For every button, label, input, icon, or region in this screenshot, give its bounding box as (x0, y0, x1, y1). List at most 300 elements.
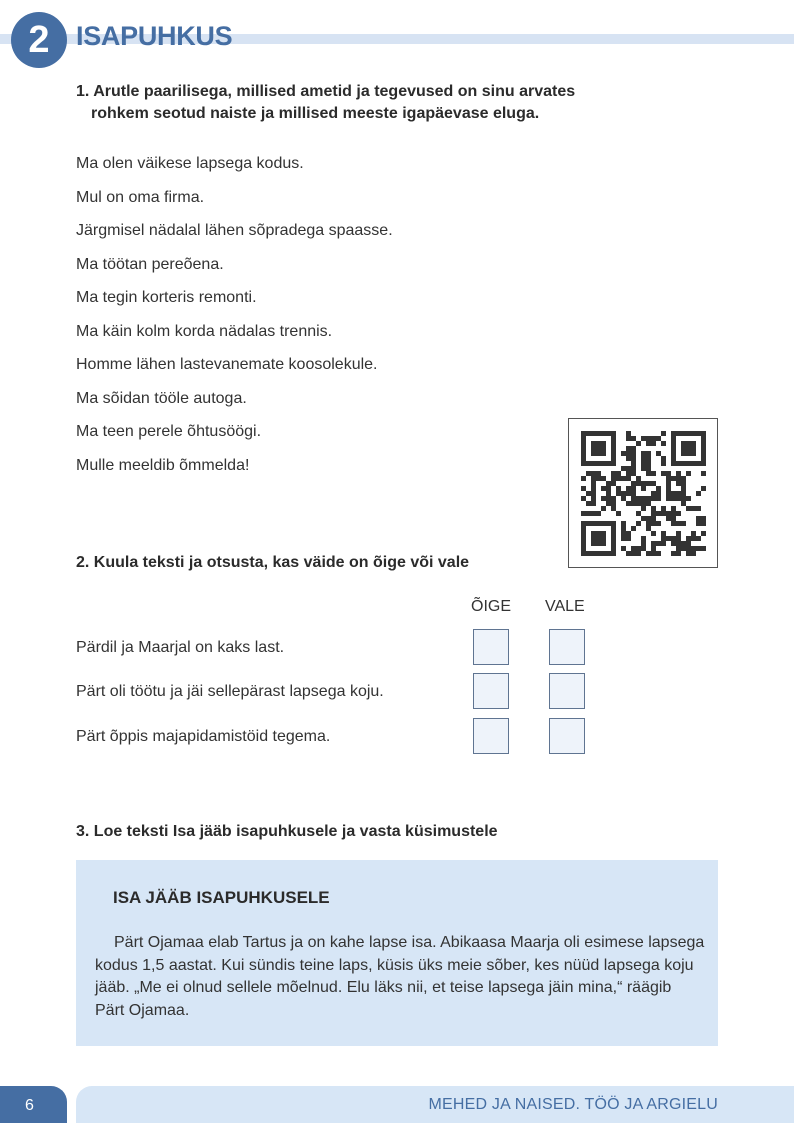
false-checkbox[interactable] (549, 673, 585, 709)
chapter-number-badge: 2 (11, 12, 67, 68)
qr-module (681, 496, 686, 501)
qr-module (581, 456, 586, 461)
qr-module (671, 511, 676, 516)
qr-module (646, 551, 651, 556)
column-label-false: VALE (545, 598, 585, 615)
qr-module (646, 456, 651, 461)
qr-module (701, 456, 706, 461)
qr-module (691, 546, 696, 551)
qr-module (671, 521, 676, 526)
qr-module (591, 431, 596, 436)
qr-module (626, 491, 631, 496)
qr-module (666, 471, 671, 476)
qr-module (646, 526, 651, 531)
qr-module (626, 531, 631, 536)
qr-module (661, 471, 666, 476)
qr-module (586, 471, 591, 476)
qr-module (641, 481, 646, 486)
qr-module (691, 461, 696, 466)
qr-module (676, 541, 681, 546)
list-item: Järgmisel nädalal lähen sõpradega spaasse. (76, 222, 393, 239)
qr-module (651, 491, 656, 496)
qr-module (661, 536, 666, 541)
qr-module (681, 541, 686, 546)
qr-module (616, 486, 621, 491)
qr-module (681, 476, 686, 481)
qr-module (676, 481, 681, 486)
qr-module (686, 546, 691, 551)
qr-module (661, 511, 666, 516)
qr-module (611, 431, 616, 436)
qr-module (686, 431, 691, 436)
column-label-true: ÕIGE (471, 598, 512, 615)
true-checkbox[interactable] (473, 718, 509, 754)
qr-module (611, 481, 616, 486)
qr-module (701, 516, 706, 521)
qr-module (591, 541, 596, 546)
qr-module (631, 466, 636, 471)
qr-module (616, 471, 621, 476)
qr-module (681, 546, 686, 551)
qr-module (676, 551, 681, 556)
qr-module (646, 516, 651, 521)
qr-module (671, 461, 676, 466)
qr-module (626, 471, 631, 476)
chapter-title: ISAPUHKUS (76, 21, 233, 51)
qr-module (591, 551, 596, 556)
qr-module (666, 536, 671, 541)
qr-module (651, 531, 656, 536)
reading-passage-box (76, 860, 718, 1046)
qr-module (701, 471, 706, 476)
qr-module (581, 451, 586, 456)
qr-module (646, 481, 651, 486)
qr-module (656, 486, 661, 491)
qr-module (651, 496, 656, 501)
list-item: Ma teen perele õhtusöögi. (76, 423, 262, 440)
qr-module (656, 521, 661, 526)
qr-module (656, 436, 661, 441)
qr-module (596, 461, 601, 466)
qr-module (646, 436, 651, 441)
qr-module (681, 486, 686, 491)
qr-module (681, 521, 686, 526)
qr-module (611, 441, 616, 446)
qr-module (651, 551, 656, 556)
qr-module (611, 546, 616, 551)
qr-module (601, 451, 606, 456)
qr-module (651, 481, 656, 486)
qr-module (641, 516, 646, 521)
qr-module (616, 476, 621, 481)
qr-module (611, 521, 616, 526)
qr-module (651, 521, 656, 526)
qr-module (586, 501, 591, 506)
qr-module (596, 521, 601, 526)
qr-module (686, 451, 691, 456)
qr-module (636, 551, 641, 556)
qr-module (656, 551, 661, 556)
qr-module (636, 441, 641, 446)
qr-module (626, 456, 631, 461)
qr-module (581, 511, 586, 516)
qr-module (611, 551, 616, 556)
qr-module (651, 516, 656, 521)
qr-module (701, 521, 706, 526)
qr-module (681, 491, 686, 496)
qr-module (641, 451, 646, 456)
qr-module (646, 441, 651, 446)
qr-module (581, 541, 586, 546)
false-checkbox[interactable] (549, 718, 585, 754)
qr-module (636, 501, 641, 506)
qr-module (636, 521, 641, 526)
qr-module (591, 521, 596, 526)
qr-module (606, 521, 611, 526)
qr-module (601, 551, 606, 556)
qr-module (671, 496, 676, 501)
qr-module (686, 446, 691, 451)
qr-module (666, 496, 671, 501)
qr-module (621, 536, 626, 541)
qr-module (646, 466, 651, 471)
qr-module (626, 436, 631, 441)
qr-module (676, 531, 681, 536)
qr-module (611, 451, 616, 456)
qr-module (666, 476, 671, 481)
qr-module (641, 496, 646, 501)
qr-module (656, 511, 661, 516)
qr-module (581, 536, 586, 541)
qr-module (666, 481, 671, 486)
qr-module (596, 471, 601, 476)
task1-heading-line1: 1. Arutle paarilisega, millised ametid ja tegevused on sinu arvates (76, 83, 576, 100)
qr-module (666, 516, 671, 521)
qr-module (581, 531, 586, 536)
qr-module (661, 431, 666, 436)
qr-module (601, 446, 606, 451)
qr-module (701, 446, 706, 451)
qr-module (606, 481, 611, 486)
qr-module (681, 501, 686, 506)
statement-text: Pärdil ja Maarjal on kaks last. (76, 639, 285, 656)
qr-module (591, 501, 596, 506)
qr-module (601, 496, 606, 501)
qr-module (671, 436, 676, 441)
qr-module (651, 436, 656, 441)
qr-module (591, 511, 596, 516)
qr-module (601, 461, 606, 466)
qr-module (681, 431, 686, 436)
qr-module (696, 546, 701, 551)
qr-module (641, 461, 646, 466)
qr-module (581, 446, 586, 451)
qr-module (606, 486, 611, 491)
qr-module (596, 536, 601, 541)
qr-module (611, 496, 616, 501)
qr-module (586, 461, 591, 466)
statement-row (76, 629, 636, 667)
qr-module (681, 461, 686, 466)
qr-module (611, 446, 616, 451)
statement-row (76, 673, 636, 711)
qr-module (646, 461, 651, 466)
qr-module (631, 461, 636, 466)
qr-module (621, 521, 626, 526)
qr-module (636, 496, 641, 501)
page-number: 6 (0, 1086, 67, 1123)
qr-module (701, 486, 706, 491)
qr-module (606, 496, 611, 501)
qr-module (611, 476, 616, 481)
task1-heading (76, 81, 575, 125)
qr-module (641, 456, 646, 461)
qr-module (636, 476, 641, 481)
qr-module (601, 431, 606, 436)
qr-module (611, 506, 616, 511)
qr-module (626, 476, 631, 481)
true-checkbox[interactable] (473, 629, 509, 665)
statement-text: Pärt oli töötu ja jäi sellepärast lapsega koju. (76, 683, 384, 700)
qr-module (626, 451, 631, 456)
qr-module (621, 451, 626, 456)
qr-module (636, 481, 641, 486)
qr-module (621, 546, 626, 551)
qr-module (661, 441, 666, 446)
qr-module (671, 441, 676, 446)
qr-module (691, 446, 696, 451)
qr-module (656, 451, 661, 456)
task2-heading: 2. Kuula teksti ja otsusta, kas väide on õige või vale (76, 554, 470, 571)
qr-module (691, 536, 696, 541)
qr-module (651, 506, 656, 511)
qr-module (696, 521, 701, 526)
qr-module (586, 491, 591, 496)
qr-module (691, 431, 696, 436)
qr-module (611, 501, 616, 506)
reading-title: ISA JÄÄB ISAPUHKUSELE (113, 888, 330, 907)
qr-module (691, 531, 696, 536)
qr-module (591, 491, 596, 496)
qr-module (671, 506, 676, 511)
qr-module (591, 451, 596, 456)
qr-module (641, 506, 646, 511)
qr-code[interactable] (568, 418, 718, 568)
qr-module (646, 496, 651, 501)
qr-module (601, 541, 606, 546)
qr-module (631, 481, 636, 486)
qr-module (596, 531, 601, 536)
qr-module (701, 441, 706, 446)
qr-module (611, 471, 616, 476)
qr-module (686, 441, 691, 446)
qr-module (676, 511, 681, 516)
qr-module (581, 431, 586, 436)
qr-module (591, 461, 596, 466)
qr-module (641, 486, 646, 491)
qr-module (696, 491, 701, 496)
qr-module (661, 541, 666, 546)
task3-heading: 3. Loe teksti Isa jääb isapuhkusele ja vasta küsimustele (76, 823, 498, 840)
qr-module (586, 511, 591, 516)
qr-module (631, 456, 636, 461)
qr-module (646, 451, 651, 456)
qr-module (631, 526, 636, 531)
qr-module (686, 461, 691, 466)
qr-module (686, 551, 691, 556)
qr-module (661, 531, 666, 536)
qr-module (596, 541, 601, 546)
qr-module (616, 491, 621, 496)
qr-module (606, 431, 611, 436)
qr-module (651, 541, 656, 546)
task1-sentence-list (76, 147, 393, 482)
false-checkbox[interactable] (549, 629, 585, 665)
qr-module (621, 531, 626, 536)
list-item: Mulle meeldib õmmelda! (76, 456, 250, 474)
qr-module (671, 551, 676, 556)
qr-module (631, 501, 636, 506)
qr-module (621, 491, 626, 496)
qr-module (581, 436, 586, 441)
list-item: Ma tegin korteris remonti. (76, 289, 257, 306)
qr-module (661, 506, 666, 511)
qr-module (681, 446, 686, 451)
statement-row (76, 718, 636, 756)
qr-module (671, 451, 676, 456)
qr-module (591, 486, 596, 491)
qr-module (631, 486, 636, 491)
qr-module (596, 431, 601, 436)
list-item: Ma sõidan tööle autoga. (76, 389, 247, 407)
qr-module (581, 486, 586, 491)
qr-module (676, 431, 681, 436)
qr-module (641, 536, 646, 541)
qr-module (631, 491, 636, 496)
list-item: Ma käin kolm korda nädalas trennis. (76, 322, 333, 340)
qr-module (631, 551, 636, 556)
qr-module (666, 491, 671, 496)
qr-module (591, 536, 596, 541)
qr-module (701, 546, 706, 551)
qr-module (606, 551, 611, 556)
qr-module (601, 521, 606, 526)
qr-module (656, 496, 661, 501)
qr-module (621, 496, 626, 501)
qr-module (626, 431, 631, 436)
qr-module (586, 551, 591, 556)
list-item: Ma töötan pereõena. (76, 255, 224, 273)
qr-module (611, 526, 616, 531)
qr-module (591, 441, 596, 446)
qr-module (681, 441, 686, 446)
qr-module (596, 441, 601, 446)
qr-module (641, 546, 646, 551)
qr-module (666, 486, 671, 491)
qr-module (646, 471, 651, 476)
qr-module (596, 511, 601, 516)
statement-text: Pärt õppis majapidamistöid tegema. (76, 728, 331, 745)
qr-module (686, 541, 691, 546)
qr-module (671, 541, 676, 546)
qr-module (631, 471, 636, 476)
qr-module (591, 476, 596, 481)
qr-module (656, 491, 661, 496)
qr-module (671, 491, 676, 496)
qr-module (701, 531, 706, 536)
qr-module (586, 521, 591, 526)
qr-module (666, 511, 671, 516)
qr-module (611, 531, 616, 536)
qr-module (601, 476, 606, 481)
qr-module (646, 521, 651, 526)
qr-module (601, 486, 606, 491)
qr-module (661, 456, 666, 461)
qr-module (591, 471, 596, 476)
qr-module (691, 506, 696, 511)
qr-module (581, 476, 586, 481)
qr-module (596, 446, 601, 451)
qr-module (611, 461, 616, 466)
qr-module (701, 436, 706, 441)
qr-module (591, 496, 596, 501)
qr-module (701, 431, 706, 436)
qr-module (686, 496, 691, 501)
qr-module (696, 506, 701, 511)
qr-module (696, 461, 701, 466)
qr-module (671, 456, 676, 461)
qr-code-icon (581, 431, 706, 556)
qr-module (581, 441, 586, 446)
qr-module (611, 456, 616, 461)
qr-module (661, 461, 666, 466)
qr-module (626, 536, 631, 541)
qr-module (631, 436, 636, 441)
qr-module (621, 526, 626, 531)
qr-module (671, 516, 676, 521)
true-checkbox[interactable] (473, 673, 509, 709)
qr-module (611, 536, 616, 541)
list-item: Ma olen väikese lapsega kodus. (76, 155, 304, 172)
qr-module (596, 551, 601, 556)
qr-module (626, 486, 631, 491)
qr-module (676, 521, 681, 526)
qr-module (581, 526, 586, 531)
qr-module (591, 531, 596, 536)
qr-module (631, 546, 636, 551)
qr-module (676, 546, 681, 551)
qr-module (671, 431, 676, 436)
qr-module (646, 501, 651, 506)
list-item: Mul on oma firma. (76, 188, 205, 206)
qr-module (581, 496, 586, 501)
qr-module (616, 511, 621, 516)
qr-module (626, 466, 631, 471)
qr-module (596, 476, 601, 481)
qr-module (641, 466, 646, 471)
qr-module (701, 461, 706, 466)
qr-module (601, 531, 606, 536)
qr-module (626, 446, 631, 451)
qr-module (631, 451, 636, 456)
qr-module (701, 451, 706, 456)
qr-module (621, 466, 626, 471)
list-item: Homme lähen lastevanemate koosolekule. (76, 356, 378, 373)
qr-module (691, 441, 696, 446)
section-title: MEHED JA NAISED. TÖÖ JA ARGIELU (428, 1096, 718, 1113)
qr-module (696, 516, 701, 521)
qr-module (691, 451, 696, 456)
